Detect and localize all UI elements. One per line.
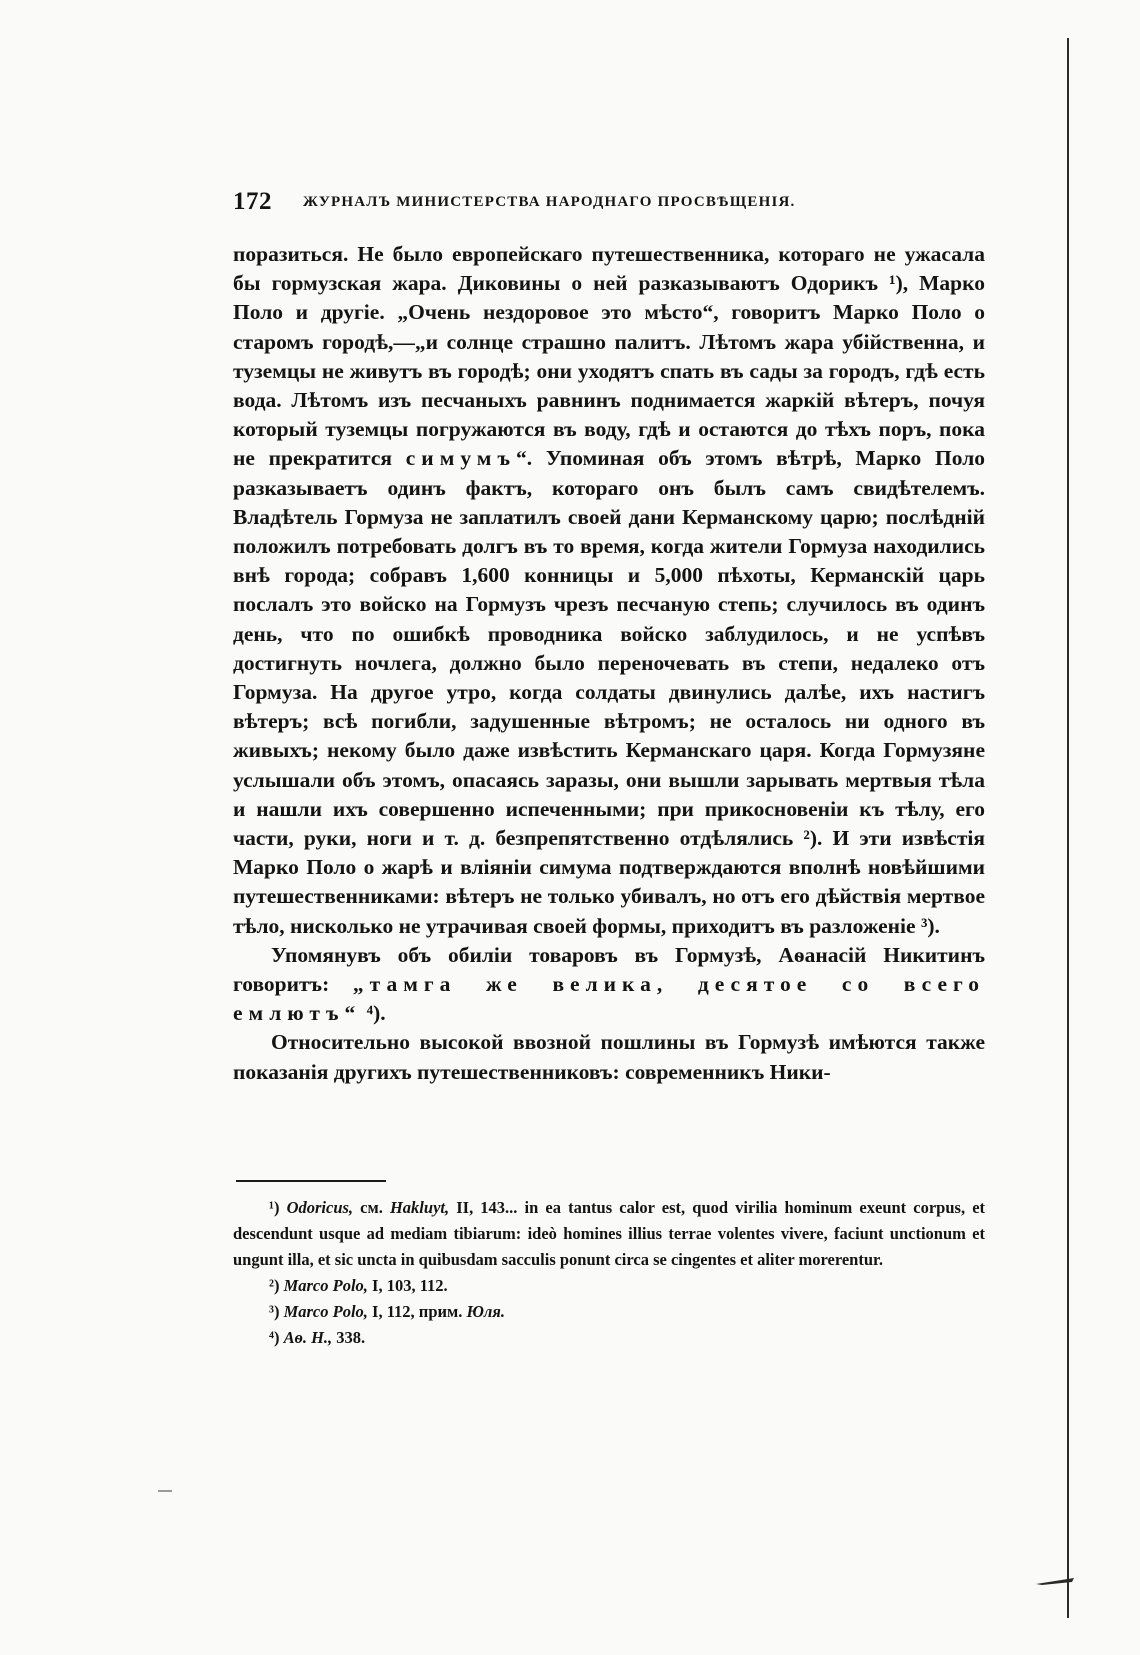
- paragraph-1: [233, 240, 985, 941]
- paragraph-3-text: Относительно высокой ввозной пошлины въ Гормузѣ имѣются также показанія другихъ путешественниковъ: современникъ Ники-: [233, 1030, 985, 1084]
- footnote-2: [233, 1273, 985, 1299]
- footnote-3-author: Юля.: [466, 1302, 506, 1321]
- page-binding-edge: [1067, 38, 1069, 1618]
- footnote-4-source: Аѳ. Н.,: [283, 1328, 333, 1347]
- page-number: 172: [233, 188, 272, 215]
- running-title: ЖУРНАЛЪ МИНИСТЕРСТВА НАРОДНАГО ПРОСВѢЩЕНІЯ.: [303, 194, 796, 210]
- paragraph-2-text: Упомянувъ объ обиліи товаровъ въ Гормузѣ, Аѳанасій Никитинъ говоритъ:: [233, 942, 985, 997]
- footnote-4: [233, 1325, 985, 1351]
- corner-scan-mark: [1036, 1576, 1074, 1586]
- simum-word: симумъ: [405, 446, 516, 471]
- margin-dash-mark: [158, 1490, 172, 1492]
- footnote-3-source: Marco Polo,: [283, 1302, 368, 1321]
- footnote-rule: [236, 1180, 386, 1182]
- paragraph-1-tail: “. Упоминая объ этомъ вѣтрѣ, Марко Поло разказываетъ одинъ фактъ, котораго онъ былъ самъ свидѣтелемъ. Владѣтель Гормуза не заплатилъ своей дани Керманскому царю; послѣдній положилъ потребовать долгъ въ то время, когда жители Гормуза находились внѣ города; собравъ 1,600 конницы и 5,000 пѣхоты, Керманскій царь послалъ это войско на Гормузъ чрезъ песчаную степь; случилось въ одинъ день, что по ошибкѣ проводника войско заблудилось, и не успѣвъ достигнуть ночлега, должно было переночевать въ степи, недалеко отъ Гормуза. На другое утро, когда солдаты двинулись далѣе, ихъ настигъ вѣтеръ; всѣ погибли, задушенные вѣтромъ; не осталось ни одного въ живыхъ; некому было даже извѣстить Керманскаго царя. Когда Гормузяне услышали объ этомъ, опасаясь заразы, они вышли зарывать мертвыя тѣла и нашли ихъ совершенно испеченными; при прикосновеніи къ тѣлу, его части, руки, ноги и т. д. безпрепятственно отдѣлялись ²). И эти извѣстія Марко Поло о жарѣ и вліяніи симума подтверждаются вполнѣ новѣйшими путешественниками: вѣтеръ не только убивалъ, но отъ его дѣйствія мертвое тѣло, нисколько не утрачивая своей формы, приходитъ въ разложеніе ³).: [233, 446, 986, 938]
- footnote-4-text: 338.: [332, 1328, 366, 1347]
- footnote-4-mark: ⁴): [269, 1328, 280, 1347]
- paragraph-3: [233, 1028, 985, 1086]
- footnote-1: [233, 1195, 985, 1273]
- footnotes: [233, 1195, 985, 1351]
- footnote-3: [233, 1299, 985, 1325]
- main-text: [233, 240, 985, 1087]
- page-header: [233, 188, 993, 218]
- footnote-1-see: см.: [353, 1198, 390, 1217]
- footnote-1-source: Hakluyt,: [389, 1198, 450, 1217]
- paragraph-1-text: поразиться. Не было европейскаго путешественника, котораго не ужасала бы гормузская жара. Диковины о ней разказываютъ Одорикъ ¹), Марко Поло и другіе. „Очень нездоровое это мѣсто“, говоритъ Марко Поло о старомъ городѣ,—„и солнце страшно палитъ. Лѣтомъ жара убійственна, и туземцы не живутъ въ городѣ; они уходятъ спать въ сады за городъ, гдѣ есть вода. Лѣтомъ изъ песчаныхъ равнинъ поднимается жаркій вѣтеръ, почуя который туземцы погружаются въ воду, гдѣ и остаются до тѣхъ поръ, пока не прекратится: [233, 242, 985, 471]
- footnote-2-mark: ²): [269, 1276, 280, 1295]
- footnote-2-text: I, 103, 112.: [367, 1276, 448, 1295]
- footnote-2-source: Marco Polo,: [283, 1276, 368, 1295]
- footnote-1-text: II, 143... in ea tantus calor est, quod virilia hominum exeunt corpus, et descendunt usque ad mediam tibiarum: ideò homines illius terrae volentes vivere, faciunt unctionum et ungunt illa, et sic uncta in quibusdam sacculis ponunt circa se cingentes et aliter morerentur.: [233, 1198, 986, 1269]
- nikitin-quote: „тамга же велика, десятое со всего емлютъ“: [233, 972, 986, 1026]
- footnote-3-mark: ³): [269, 1302, 280, 1321]
- quote-footnote-ref: ⁴).: [361, 1001, 386, 1026]
- footnote-1-mark: ¹): [269, 1198, 280, 1217]
- footnote-1-author: Odoricus,: [286, 1198, 354, 1217]
- footnote-3-text: I, 112, прим.: [367, 1302, 467, 1321]
- paragraph-2: [233, 941, 985, 1029]
